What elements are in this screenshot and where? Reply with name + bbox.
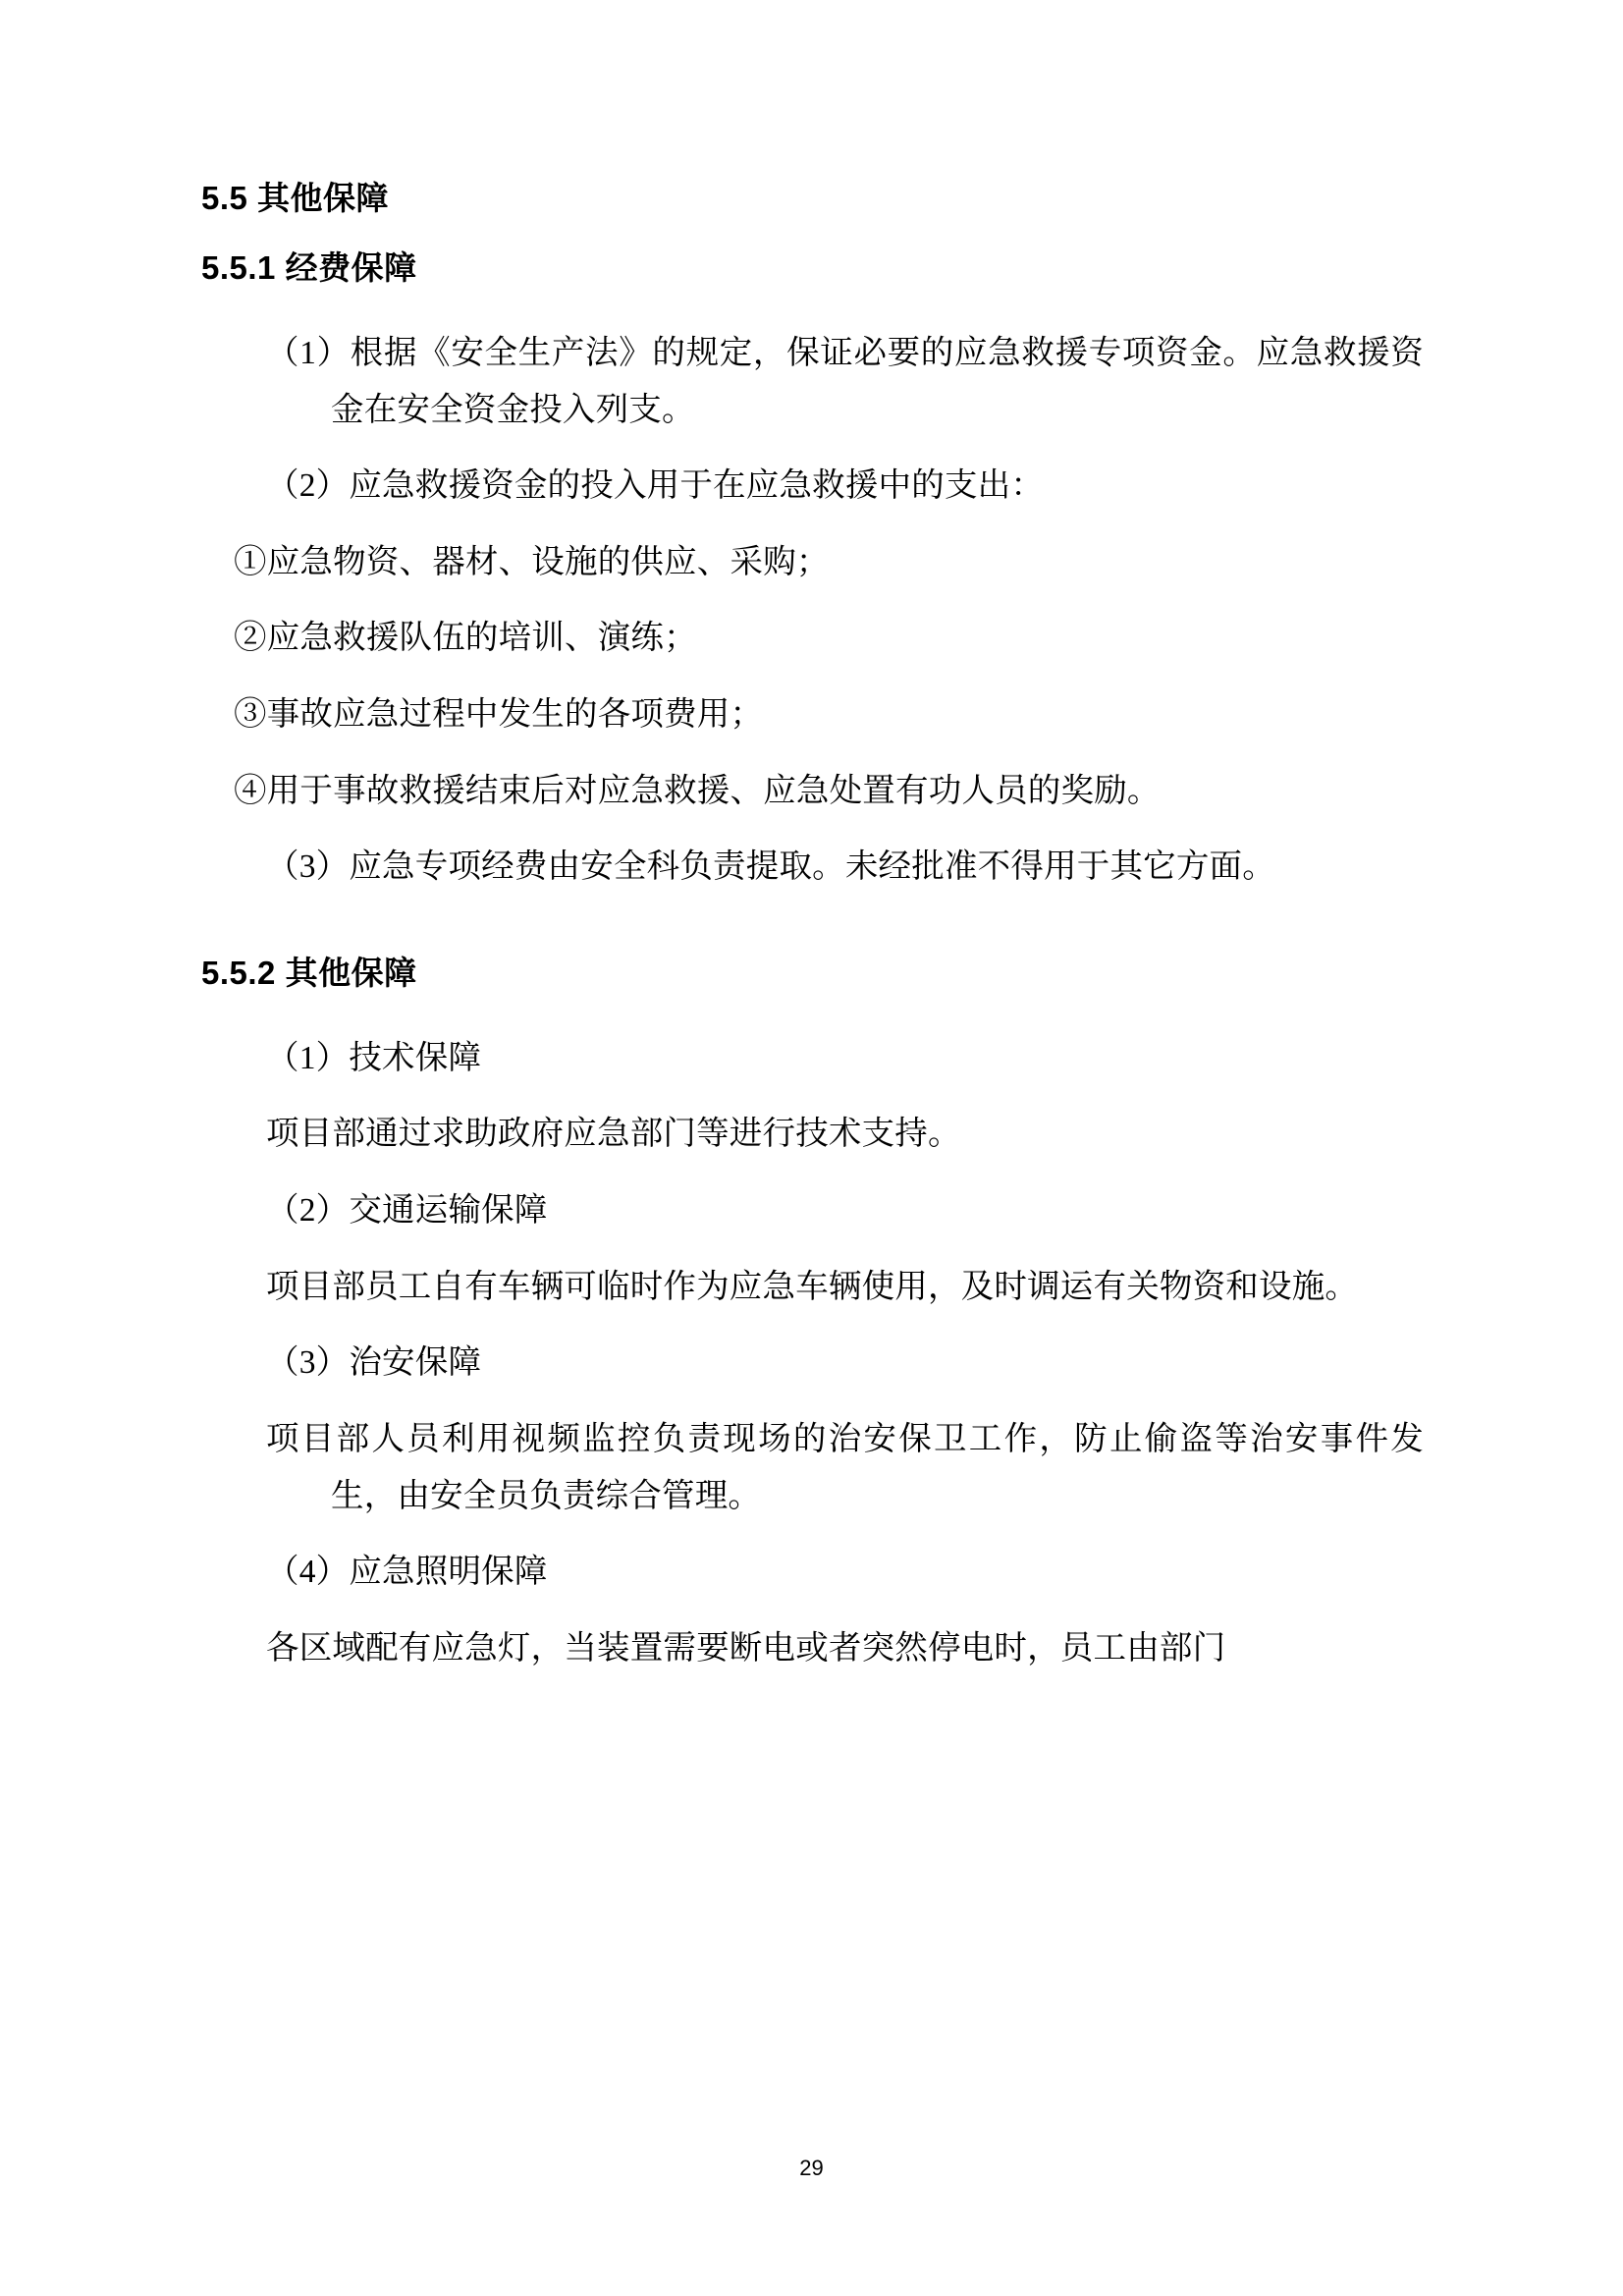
paragraph-lighting-label: （4）应急照明保障 bbox=[266, 1554, 548, 1591]
paragraph-lighting-body: 各区域配有应急灯，当装置需要断电或者突然停电时，员工由部门 bbox=[266, 1629, 1226, 1667]
section-heading-5-5-2: 5.5.2 其他保障 bbox=[201, 954, 417, 991]
section-heading-5-5: 5.5 其他保障 bbox=[201, 180, 390, 216]
list-item-supplies: ①应急物资、器材、设施的供应、采购； bbox=[234, 543, 830, 580]
list-item-training: ②应急救援队伍的培训、演练； bbox=[234, 620, 697, 657]
paragraph-transport-body: 项目部员工自有车辆可临时作为应急车辆使用，及时调运有关物资和设施。 bbox=[266, 1268, 1359, 1305]
paragraph-funding-law: （1）根据《安全生产法》的规定，保证必要的应急救援专项资金。应急救援资金在安全资金投入列支。 bbox=[266, 335, 1424, 428]
paragraph-security-label: （3）治安保障 bbox=[266, 1344, 482, 1382]
page-number: 29 bbox=[799, 2156, 824, 2180]
section-heading-5-5-1: 5.5.1 经费保障 bbox=[201, 249, 417, 286]
paragraph-technical-body: 项目部通过求助政府应急部门等进行技术支持。 bbox=[266, 1116, 961, 1153]
list-item-incident-costs: ③事故应急过程中发生的各项费用； bbox=[234, 696, 764, 734]
list-item-rewards: ④用于事故救援结束后对应急救援、应急处置有功人员的奖励。 bbox=[234, 772, 1161, 809]
paragraph-technical-label: （1）技术保障 bbox=[266, 1039, 482, 1076]
paragraph-funding-usage: （2）应急救援资金的投入用于在应急救援中的支出： bbox=[266, 467, 1045, 505]
paragraph-security-body: 项目部人员利用视频监控负责现场的治安保卫工作，防止偷盗等治安事件发生，由安全员负责综合管理。 bbox=[266, 1420, 1424, 1514]
paragraph-transport-label: （2）交通运输保障 bbox=[266, 1192, 548, 1230]
paragraph-funding-approval: （3）应急专项经费由安全科负责提取。未经批准不得用于其它方面。 bbox=[266, 848, 1275, 886]
page-body bbox=[201, 182, 1424, 1696]
